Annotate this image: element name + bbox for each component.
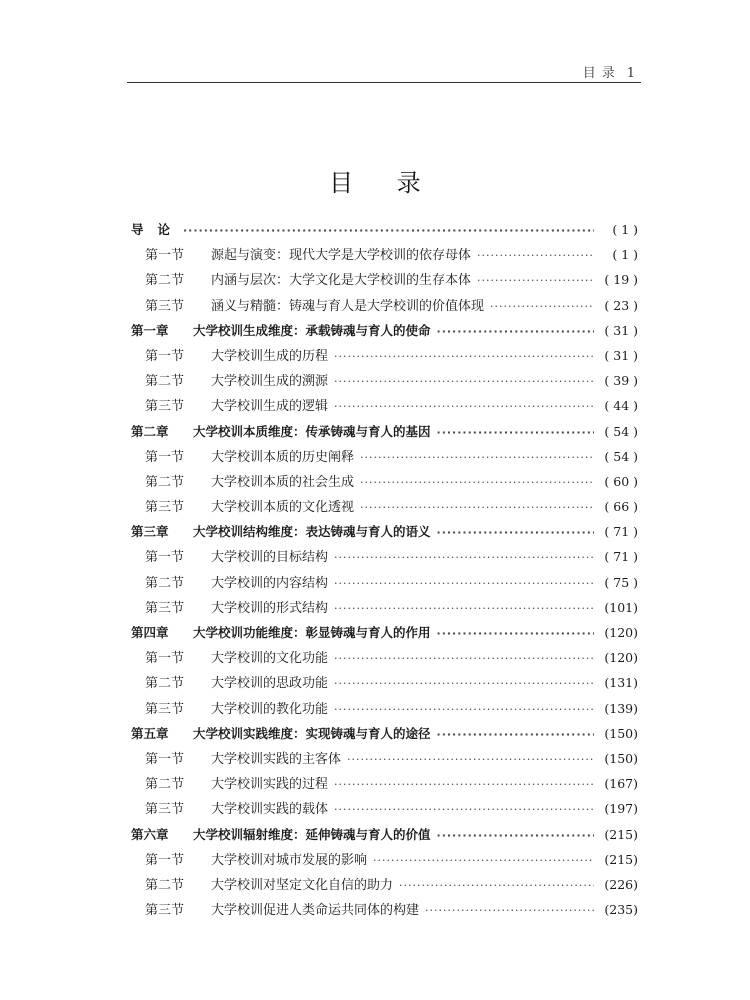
- toc-entry-title: 大学校训的形式结构: [211, 600, 329, 616]
- toc-intro-entry[interactable]: [131, 217, 638, 242]
- toc-section-entry[interactable]: [131, 897, 638, 922]
- toc-section-entry[interactable]: [131, 469, 638, 494]
- toc-entry-label: 第二章: [131, 423, 169, 439]
- running-header-text: [583, 62, 635, 81]
- toc-entry-title: 大学校训的思政功能: [211, 676, 329, 692]
- toc-entry-label: 第一节: [145, 449, 185, 465]
- toc-entry-page: (120): [604, 625, 638, 640]
- toc-dot-leader: [437, 823, 594, 848]
- toc-entry-title: 大学校训的文化功能: [211, 651, 329, 667]
- toc-entry-page: (101): [604, 599, 638, 615]
- toc-entry-label: 第三节: [145, 701, 185, 717]
- toc-entry-title: 源起与演变：现代大学是大学校训的依存母体: [211, 248, 472, 264]
- toc-dot-leader: [373, 848, 594, 873]
- toc-chapter-entry[interactable]: [131, 318, 638, 343]
- toc-entry-label: 第三节: [145, 500, 185, 516]
- toc-section-entry[interactable]: [131, 696, 638, 721]
- toc-section-entry[interactable]: [131, 670, 638, 695]
- toc-section-entry[interactable]: [131, 267, 638, 292]
- toc-entry-label: 第一节: [145, 248, 185, 264]
- toc-entry-title: 大学校训对城市发展的影响: [211, 852, 368, 868]
- toc-entry-page: ( 54 ): [604, 423, 638, 439]
- toc-dot-leader: [334, 344, 594, 369]
- toc-entry-label: 第五章: [131, 725, 169, 741]
- toc-entry-page: ( 60 ): [604, 473, 638, 489]
- toc-section-entry[interactable]: [131, 847, 638, 872]
- toc-entry-page: (197): [604, 801, 638, 817]
- toc-section-entry[interactable]: [131, 393, 638, 418]
- toc-entry-label: 第二节: [145, 273, 185, 289]
- running-header-page-number: 1: [626, 66, 635, 81]
- toc-entry-title: 大学校训辐射维度：延伸铸魂与育人的价值: [193, 826, 431, 842]
- toc-chapter-entry[interactable]: [131, 822, 638, 847]
- toc-entry-title: 大学校训实践的过程: [211, 777, 329, 793]
- toc-section-entry[interactable]: [131, 796, 638, 821]
- toc-entry-title: 大学校训结构维度：表达铸魂与育人的语义: [193, 524, 431, 540]
- toc-dot-leader: [399, 873, 594, 898]
- toc-dot-leader: [334, 545, 594, 570]
- table-of-contents: [131, 217, 638, 922]
- toc-entry-title: 大学校训生成的溯源: [211, 374, 329, 390]
- toc-dot-leader: [334, 369, 594, 394]
- toc-dot-leader: [477, 243, 594, 268]
- toc-entry-title: 涵义与精髓：铸魂与育人是大学校训的价值体现: [211, 298, 485, 314]
- toc-section-entry[interactable]: [131, 494, 638, 519]
- toc-entry-title: 大学校训本质维度：传承铸魂与育人的基因: [193, 423, 431, 439]
- toc-chapter-entry[interactable]: [131, 419, 638, 444]
- running-header: [127, 62, 641, 83]
- toc-entry-title: 大学校训功能维度：彰显铸魂与育人的作用: [193, 625, 431, 640]
- toc-entry-page: (150): [604, 750, 638, 766]
- toc-dot-leader: [437, 520, 594, 545]
- toc-entry-label: 第三章: [131, 524, 169, 540]
- toc-entry-page: ( 23 ): [604, 297, 638, 313]
- toc-entry-page: ( 66 ): [604, 499, 638, 515]
- toc-entry-label: 第三节: [145, 399, 185, 415]
- toc-entry-label: 第二节: [145, 575, 185, 591]
- toc-entry-title: 大学校训实践维度：实现铸魂与育人的途径: [193, 725, 431, 741]
- toc-section-entry[interactable]: [131, 544, 638, 569]
- toc-entry-title: 大学校训本质的社会生成: [211, 474, 355, 490]
- toc-entry-page: ( 44 ): [604, 398, 638, 414]
- toc-dot-leader: [425, 898, 594, 923]
- toc-dot-leader: [334, 671, 594, 696]
- toc-entry-label: 第三节: [145, 298, 185, 314]
- toc-entry-label: 第二节: [145, 877, 185, 893]
- toc-entry-page: ( 19 ): [604, 272, 638, 288]
- toc-chapter-entry[interactable]: [131, 721, 638, 746]
- toc-dot-leader: [360, 495, 594, 520]
- toc-entry-title: 大学校训生成维度：承载铸魂与育人的使命: [193, 322, 431, 338]
- page-title: 目 录: [329, 169, 439, 197]
- toc-entry-page: ( 1 ): [612, 247, 638, 263]
- toc-entry-label: 第一节: [145, 751, 185, 767]
- toc-entry-label: 第二节: [145, 474, 185, 490]
- toc-entry-page: (226): [604, 876, 638, 892]
- running-header-title: 目录: [582, 66, 621, 81]
- toc-entry-label: 第二节: [145, 676, 185, 692]
- toc-entry-title: 大学校训本质的历史阐释: [211, 449, 355, 465]
- toc-dot-leader: [334, 697, 594, 722]
- toc-entry-label: 第一章: [131, 322, 169, 338]
- toc-section-entry[interactable]: [131, 343, 638, 368]
- toc-entry-title: 大学校训实践的主客体: [211, 751, 342, 767]
- toc-section-entry[interactable]: [131, 595, 638, 620]
- toc-entry-title: 大学校训生成的历程: [211, 348, 329, 364]
- toc-entry-page: (150): [604, 725, 638, 741]
- toc-entry-page: ( 75 ): [604, 574, 638, 590]
- toc-dot-leader: [437, 621, 594, 646]
- toc-entry-label: 第一节: [145, 550, 185, 566]
- toc-entry-label: 第一节: [145, 651, 185, 667]
- toc-dot-leader: [360, 470, 594, 495]
- toc-entry-label: 第二节: [145, 777, 185, 793]
- toc-dot-leader: [437, 722, 594, 747]
- toc-section-entry[interactable]: [131, 444, 638, 469]
- toc-entry-page: (167): [604, 776, 638, 792]
- toc-entry-page: ( 71 ): [604, 524, 638, 540]
- toc-dot-leader: [183, 218, 594, 243]
- toc-dot-leader: [334, 596, 594, 621]
- toc-entry-page: (235): [604, 902, 638, 918]
- toc-dot-leader: [437, 319, 594, 344]
- toc-dot-leader: [477, 268, 594, 293]
- toc-section-entry[interactable]: [131, 746, 638, 771]
- toc-entry-title: 大学校训生成的逻辑: [211, 399, 329, 415]
- toc-section-entry[interactable]: [131, 293, 638, 318]
- toc-entry-label: 第一节: [145, 348, 185, 364]
- toc-entry-label: 第三节: [145, 903, 185, 919]
- toc-entry-title: 大学校训的内容结构: [211, 575, 329, 591]
- toc-section-entry[interactable]: [131, 872, 638, 897]
- toc-entry-title: 内涵与层次：大学文化是大学校训的生存本体: [211, 273, 472, 289]
- toc-entry-page: (139): [604, 700, 638, 716]
- toc-entry-title: 大学校训对坚定文化自信的助力: [211, 877, 394, 893]
- toc-dot-leader: [347, 747, 594, 772]
- toc-entry-label: 第四章: [131, 625, 169, 640]
- toc-dot-leader: [490, 294, 594, 319]
- toc-chapter-entry[interactable]: [131, 519, 638, 544]
- toc-entry-label: 第一节: [145, 852, 185, 868]
- toc-section-entry[interactable]: [131, 570, 638, 595]
- toc-entry-page: ( 31 ): [604, 322, 638, 338]
- toc-entry-page: ( 54 ): [604, 448, 638, 464]
- toc-entry-label: 导论: [131, 222, 185, 237]
- toc-entry-title: 大学校训本质的文化透视: [211, 500, 355, 516]
- toc-section-entry[interactable]: [131, 368, 638, 393]
- toc-dot-leader: [334, 797, 594, 822]
- toc-dot-leader: [334, 772, 594, 797]
- toc-entry-page: (131): [604, 675, 638, 691]
- toc-entry-title: 大学校训促进人类命运共同体的构建: [211, 903, 420, 919]
- toc-entry-label: 第二节: [145, 374, 185, 390]
- toc-chapter-entry[interactable]: [131, 620, 638, 645]
- toc-dot-leader: [360, 445, 594, 470]
- toc-entry-page: (215): [604, 826, 638, 842]
- toc-entry-page: ( 1 ): [612, 222, 638, 237]
- toc-dot-leader: [334, 571, 594, 596]
- toc-section-entry[interactable]: [131, 771, 638, 796]
- toc-entry-page: ( 71 ): [604, 549, 638, 565]
- toc-entry-page: ( 39 ): [604, 373, 638, 389]
- toc-entry-label: 第三节: [145, 802, 185, 818]
- toc-entry-label: 第三节: [145, 600, 185, 616]
- toc-dot-leader: [437, 420, 594, 445]
- toc-entry-page: (120): [604, 650, 638, 666]
- toc-entry-title: 大学校训的教化功能: [211, 701, 329, 717]
- toc-dot-leader: [334, 646, 594, 671]
- toc-section-entry[interactable]: [131, 645, 638, 670]
- toc-entry-page: (215): [604, 851, 638, 867]
- toc-entry-page: ( 31 ): [604, 347, 638, 363]
- toc-entry-label: 第六章: [131, 826, 169, 842]
- toc-dot-leader: [334, 394, 594, 419]
- toc-section-entry[interactable]: [131, 242, 638, 267]
- toc-entry-title: 大学校训实践的载体: [211, 802, 329, 818]
- toc-entry-title: 大学校训的目标结构: [211, 550, 329, 566]
